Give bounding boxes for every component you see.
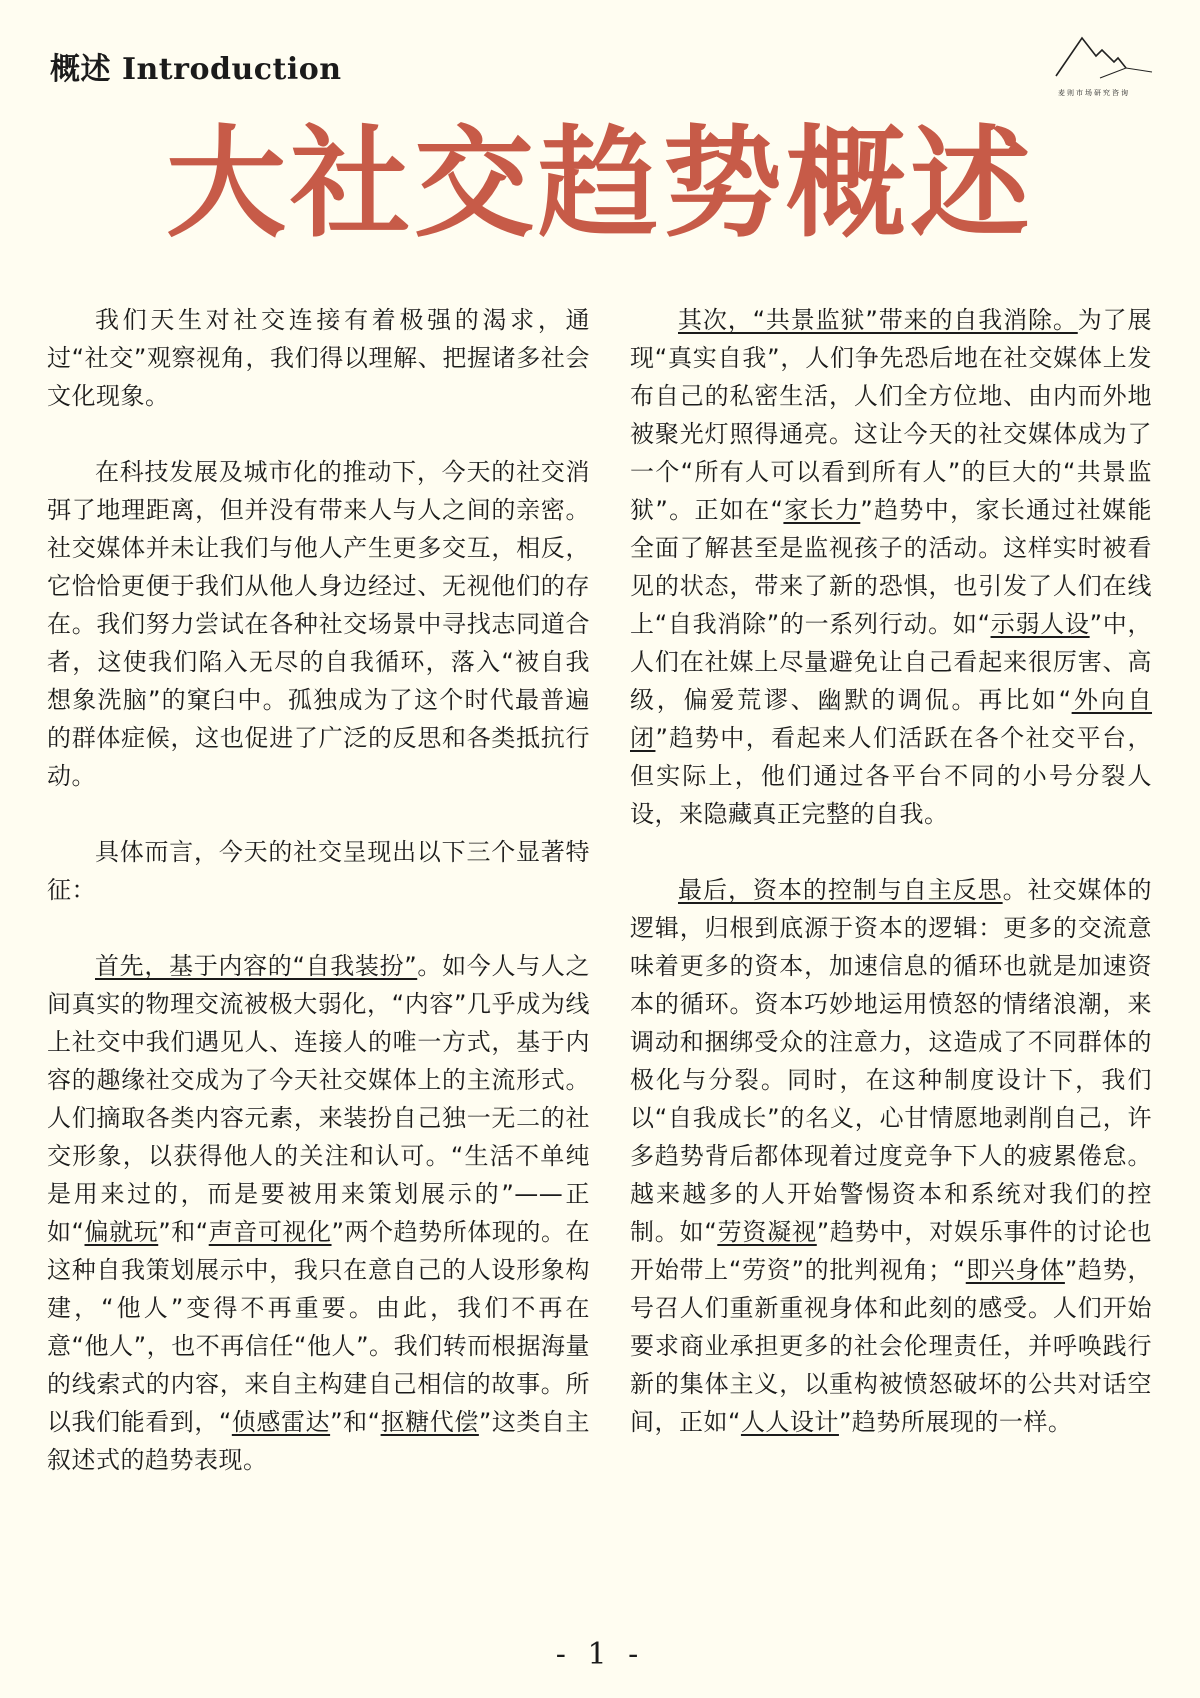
trend-link-waixiang-zibi[interactable]: 外向自闭: [630, 686, 1153, 752]
trend-link-laozi-ningshi[interactable]: 劳资凝视: [717, 1218, 817, 1246]
section-label: 概述 Introduction: [50, 52, 342, 87]
brand-logo: [1052, 32, 1170, 104]
trend-link-koutang-daichang[interactable]: 抠糖代偿: [380, 1408, 479, 1436]
paragraph-context: 在科技发展及城市化的推动下，今天的社交消弭了地理距离，但并没有带来人与人之间的亲密。社交媒体并未让我们与他人产生更多交互，相反，它恰恰更便于我们从他人身边经过、无视他们的存在。我们努力尝试在各种社交场景中寻找志同道合者，这使我们陷入无尽的自我循环，落入“被自我想象洗脑”的窠臼中。孤独成为了这个时代最普遍的群体症候，这也促进了广泛的反思和各类抵抗行动。: [47, 458, 590, 790]
trend-link-pianjiuwan[interactable]: 偏就玩: [84, 1218, 159, 1246]
paragraph-first-feature: 首先，基于内容的“自我装扮”。如今人与人之间真实的物理交流被极大弱化，“内容”几乎成为线上社交中我们遇见人、连接人的唯一方式，基于内容的趣缘社交成为了今天社交媒体上的主流形式。人们摘取各类内容元素，来装扮自己独一无二的社交形象，以获得他人的关注和认可。“生活不单纯是用来过的，而是要被用来策划展示的”——正如“偏就玩”和“声音可视化”两个趋势所体现的。在这种自我策划展示中，我只在意自己的人设形象构建，“他人”变得不再重要。由此，我们不再在意“他人”，也不再信任“他人”。我们转而根据海量的线索式的内容，来自主构建自己相信的故事。所以我们能看到，“侦感雷达”和“抠糖代偿”这类自主叙述式的趋势表现。: [47, 952, 591, 1474]
paragraph-intro: 我们天生对社交连接有着极强的渴求，通过“社交”观察视角，我们得以理解、把握诸多社会文化现象。: [47, 306, 590, 410]
trend-link-shengyin-keshihua[interactable]: 声音可视化: [208, 1218, 332, 1246]
paragraph-third-feature: 最后，资本的控制与自主反思。社交媒体的逻辑，归根到底源于资本的逻辑：更多的交流意味着更多的资本，加速信息的循环也就是加速资本的循环。资本巧妙地运用愤怒的情绪浪潮，来调动和捆绑受众的注意力，这造成了不同群体的极化与分裂。同时，在这种制度设计下，我们以“自我成长”的名义，心甘情愿地剥削自己，许多趋势背后都体现着过度竞争下人的疲累倦怠。越来越多的人开始警惕资本和系统对我们的控制。如“劳资凝视”趋势中，对娱乐事件的讨论也开始带上“劳资”的批判视角；“即兴身体”趋势，号召人们重新重视身体和此刻的感受。人们开始要求商业承担更多的社会伦理责任，并呼唤践行新的集体主义，以重构被愤怒破坏的公共对话空间，正如“人人设计”趋势所展现的一样。: [630, 876, 1153, 1436]
third-feature-heading: 最后，资本的控制与自主反思: [678, 876, 1003, 904]
right-column: [630, 301, 1152, 1441]
trend-link-zhengan-leida[interactable]: 侦感雷达: [231, 1408, 331, 1436]
page-number: - 1 -: [555, 1637, 645, 1672]
trend-link-renren-sheji[interactable]: 人人设计: [740, 1408, 839, 1436]
left-column: [47, 301, 590, 1479]
second-feature-heading: 其次，“共景监狱”带来的自我消除。: [678, 306, 1078, 334]
page-title: 大社交趋势概述: [166, 113, 1034, 254]
trend-link-jiazhangli[interactable]: 家长力: [783, 496, 861, 524]
first-feature-heading: 首先，基于内容的“自我装扮”: [95, 952, 418, 980]
trend-link-jixing-shenti[interactable]: 即兴身体: [965, 1256, 1065, 1284]
paragraph-second-feature: 其次，“共景监狱”带来的自我消除。为了展现“真实自我”，人们争先恐后地在社交媒体上发布自己的私密生活，人们全方位地、由内而外地被聚光灯照得通亮。这让今天的社交媒体成为了一个“所有人可以看到所有人”的巨大的“共景监狱”。正如在“家长力”趋势中，家长通过社媒能全面了解甚至是监视孩子的活动。这样实时被看见的状态，带来了新的恐惧，也引发了人们在线上“自我消除”的一系列行动。如“示弱人设”中，人们在社媒上尽量避免让自己看起来很厉害、高级，偏爱荒谬、幽默的调侃。再比如“外向自闭”趋势中，看起来人们活跃在各个社交平台，但实际上，他们通过各平台不同的小号分裂人设，来隐藏真正完整的自我。: [630, 306, 1153, 828]
paragraph-features-lead: 具体而言，今天的社交呈现出以下三个显著特征：: [47, 838, 590, 904]
mountain-logo-icon: [1052, 32, 1170, 88]
logo-caption: 麦则市场研究咨询: [1058, 89, 1130, 97]
trend-link-shiruo-renshe[interactable]: 示弱人设: [990, 610, 1090, 638]
